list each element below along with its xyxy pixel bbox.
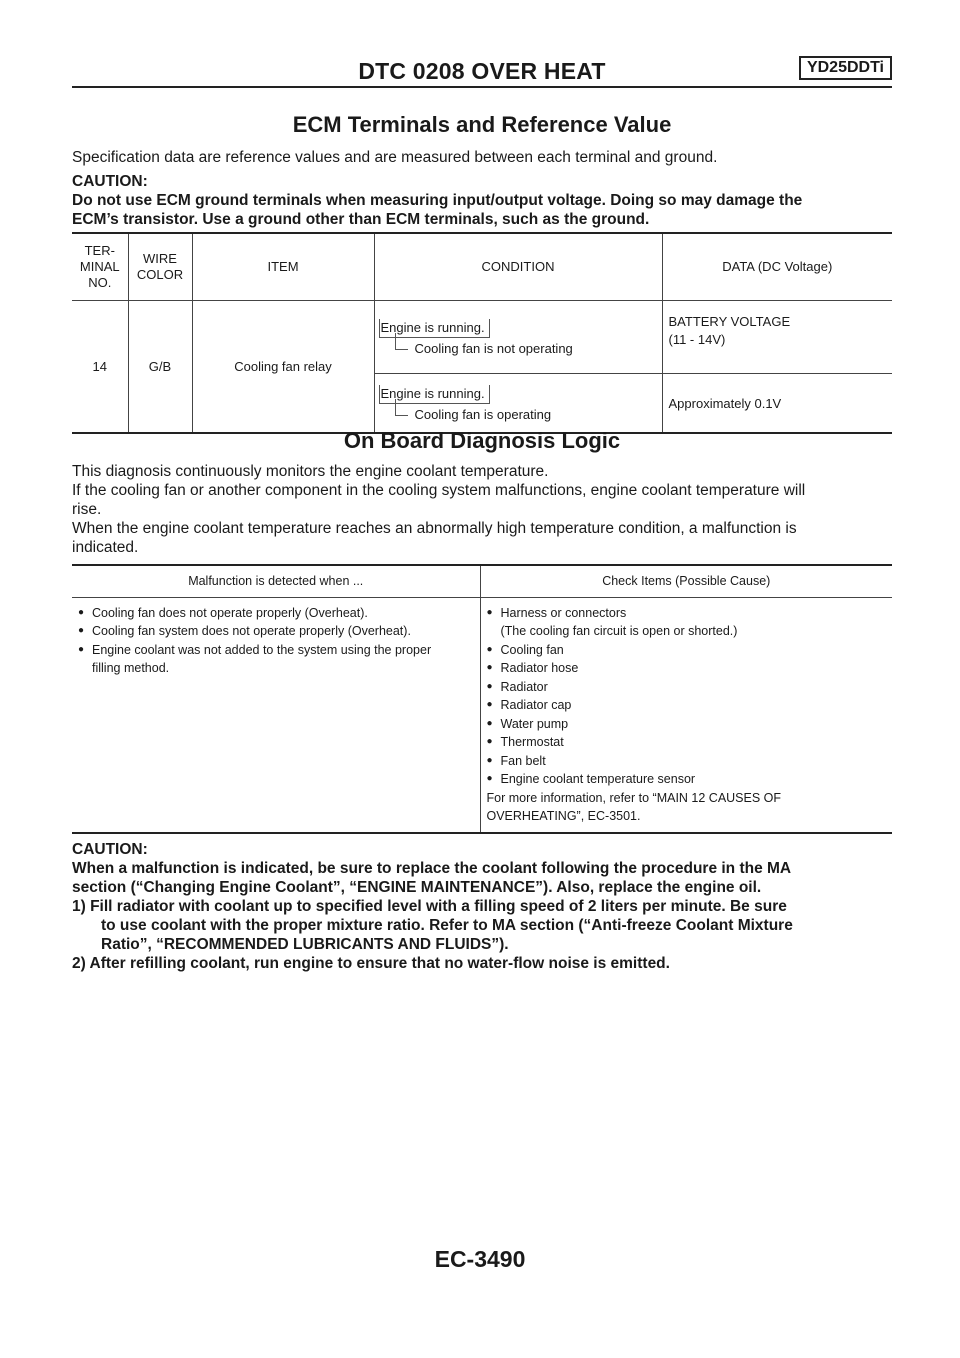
header-item: ITEM <box>192 233 374 301</box>
list-item: ● Water pump <box>487 715 887 734</box>
list-item-cont: (The cooling fan circuit is open or shorted.) <box>500 624 738 638</box>
page-number: EC-3490 <box>434 1246 526 1272</box>
malfunction-list <box>72 597 480 833</box>
caution-label: CAUTION: <box>72 841 148 858</box>
table-row <box>72 301 892 374</box>
condition-sub: Cooling fan is operating <box>395 407 658 422</box>
page-header <box>72 52 892 88</box>
page-title: DTC 0208 OVER HEAT <box>358 58 606 84</box>
header-condition: CONDITION <box>374 233 662 301</box>
header-wire-color: WIRE COLOR <box>128 233 192 301</box>
section-title-obd-logic: On Board Diagnosis Logic <box>343 428 621 453</box>
list-item: ● Radiator hose <box>487 659 887 678</box>
caution-block-2: CAUTION: When a malfunction is indicated, be sure to replace the coolant following the procedure in the MA section (“Changing Engine Coolant”, “ENGINE MAINTENANCE”). Also, replace the engine oil. 1) Fill radiator with coolant up to specified level with a filling speed of 2 liters per minute. Be sure to use coolant with the proper mixture ratio. Refer to MA section (“Anti-freeze Coolant Mixture Ratio”, “RECOMMENDED LUBRICANTS AND FLUIDS”). 2) After refilling coolant, run engine to ensure that no water-flow noise is emitted. <box>72 840 892 973</box>
data-cell: BATTERY VOLTAGE (11 - 14V) <box>662 301 892 374</box>
header-check-items: Check Items (Possible Cause) <box>480 565 892 597</box>
list-item: ● Cooling fan <box>487 641 887 660</box>
caution-line: ECM’s transistor. Use a ground other than ECM terminals, such as the ground. <box>72 211 650 228</box>
header-malfunction: Malfunction is detected when ... <box>72 565 480 597</box>
list-item: ● Fan belt <box>487 752 887 771</box>
diagnosis-logic-table <box>72 564 892 834</box>
table-header-row <box>72 233 892 301</box>
condition-cell <box>374 374 662 434</box>
condition-sub: Cooling fan is not operating <box>395 341 658 356</box>
list-item: ● Thermostat <box>487 733 887 752</box>
step-1: 1) Fill radiator with coolant up to specified level with a filling speed of 2 liters per minute. Be sure to use coolant with the proper mixture ratio. Refer to MA section (“Anti-freeze Coolant Mixture Ratio”, “RECOMMENDED LUBRICANTS AND FLUIDS”). <box>72 898 793 953</box>
table-row <box>72 597 892 833</box>
more-info: For more information, refer to “MAIN 12 CAUSES OF <box>486 790 782 805</box>
terminal-number: 14 <box>72 301 128 434</box>
list-item: ● Cooling fan does not operate properly (Overheat). <box>78 604 474 623</box>
obd-description: This diagnosis continuously monitors the engine coolant temperature. If the cooling fan or another component in the cooling system malfunctions, engine coolant temperature will rise. When the engine coolant temperature reaches an abnormally high temperature condition, a malfunction is indicated. <box>72 463 806 556</box>
list-item: ● Radiator <box>487 678 887 697</box>
list-item: ● Engine coolant temperature sensor <box>487 770 887 789</box>
item-name: Cooling fan relay <box>192 301 374 434</box>
more-info: OVERHEATING”, EC-3501. <box>486 809 641 823</box>
caution-line: Do not use ECM ground terminals when measuring input/output voltage. Doing so may damage the <box>72 192 803 209</box>
caution-label: CAUTION: <box>72 173 148 190</box>
condition-main: Engine is running. <box>379 319 490 338</box>
condition-cell <box>374 301 662 374</box>
ecm-terminal-table <box>72 232 892 434</box>
spec-intro: Specification data are reference values and are measured between each terminal and ground. <box>72 149 718 166</box>
engine-badge: YD25DDTi <box>799 56 892 80</box>
section-title-ecm-terminals: ECM Terminals and Reference Value <box>292 112 672 137</box>
list-item: ● Cooling fan system does not operate properly (Overheat). <box>78 622 474 641</box>
check-items-list <box>480 597 892 833</box>
step-2: 2) After refilling coolant, run engine to ensure that no water-flow noise is emitted. <box>72 955 670 972</box>
header-data: DATA (DC Voltage) <box>662 233 892 301</box>
list-item: ● Harness or connectors <box>487 604 887 623</box>
table-header-row <box>72 565 892 597</box>
list-item: ● Radiator cap <box>487 696 887 715</box>
list-item: ● Engine coolant was not added to the system using the proper <box>78 641 474 660</box>
data-cell: Approximately 0.1V <box>662 374 892 434</box>
list-item-cont: filling method. <box>92 661 170 675</box>
condition-main: Engine is running. <box>379 385 490 404</box>
header-terminal: TER- MINAL NO. <box>72 233 128 301</box>
wire-color: G/B <box>128 301 192 434</box>
caution-block-1 <box>72 172 892 229</box>
